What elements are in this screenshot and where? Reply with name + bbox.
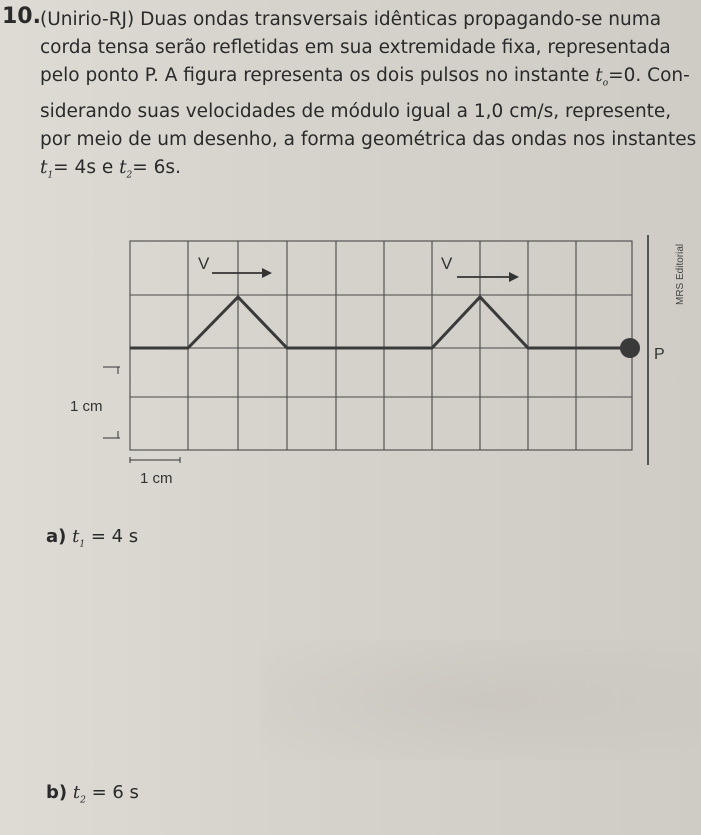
t1-subscript: 1	[47, 170, 54, 181]
t2-equation: = 6s.	[132, 156, 181, 178]
question-line-4: siderando suas velocidades de módulo igual a 1,0 cm/s, represente,	[40, 100, 672, 122]
question-line-3-text: pelo ponto P. A figura representa os dois pulsos no instante	[40, 65, 590, 86]
answer-a-t: t	[72, 526, 80, 547]
question-number: 10.	[2, 4, 41, 29]
t0-symbol: t	[595, 65, 603, 86]
question-line-3	[40, 62, 700, 98]
page-smudge	[260, 640, 700, 760]
t1-symbol: t	[40, 156, 48, 178]
question-line-1: (Unirio-RJ) Duas ondas transversais idênticas propagando-se numa	[40, 9, 662, 30]
velocity-arrow-1	[212, 268, 272, 278]
t1-equation: = 4s e	[53, 156, 120, 178]
horizontal-scale-label: 1 cm	[140, 470, 173, 485]
vertical-scale-marker	[103, 367, 120, 438]
wave-figure	[0, 225, 701, 485]
answer-a-eq: = 4 s	[90, 526, 139, 547]
figure-credit: MRS Editorial	[675, 243, 686, 305]
question-line-5: por meio de um desenho, a forma geométrica das ondas nos instantes	[40, 128, 697, 150]
point-p-label: P	[654, 346, 665, 363]
t2-subscript: 2	[126, 170, 133, 181]
t2-symbol: t	[119, 156, 127, 178]
velocity-label-1: V	[198, 254, 210, 273]
velocity-label-2: V	[441, 254, 453, 273]
t0-equation: =0. Con-	[608, 65, 690, 86]
answer-a-sub: 1	[79, 539, 86, 550]
horizontal-scale-marker	[130, 457, 180, 463]
rope-with-pulses	[130, 297, 628, 348]
t0-subscript: o	[602, 78, 609, 89]
point-p	[620, 338, 640, 358]
question-line-2: corda tensa serão refletidas em sua extremidade fixa, representada	[40, 37, 671, 58]
velocity-arrow-2	[457, 272, 519, 282]
answer-b-t: t	[72, 782, 81, 803]
answer-b-eq: = 6 s	[91, 782, 139, 803]
question-text	[40, 6, 700, 189]
answer-b-letter: b)	[46, 782, 68, 803]
answer-b-sub: 2	[80, 795, 86, 806]
answer-a	[46, 526, 138, 550]
answer-b	[46, 782, 139, 806]
answer-a-letter: a)	[46, 526, 67, 547]
vertical-scale-label: 1 cm	[70, 398, 103, 415]
question-line-6	[40, 154, 700, 190]
